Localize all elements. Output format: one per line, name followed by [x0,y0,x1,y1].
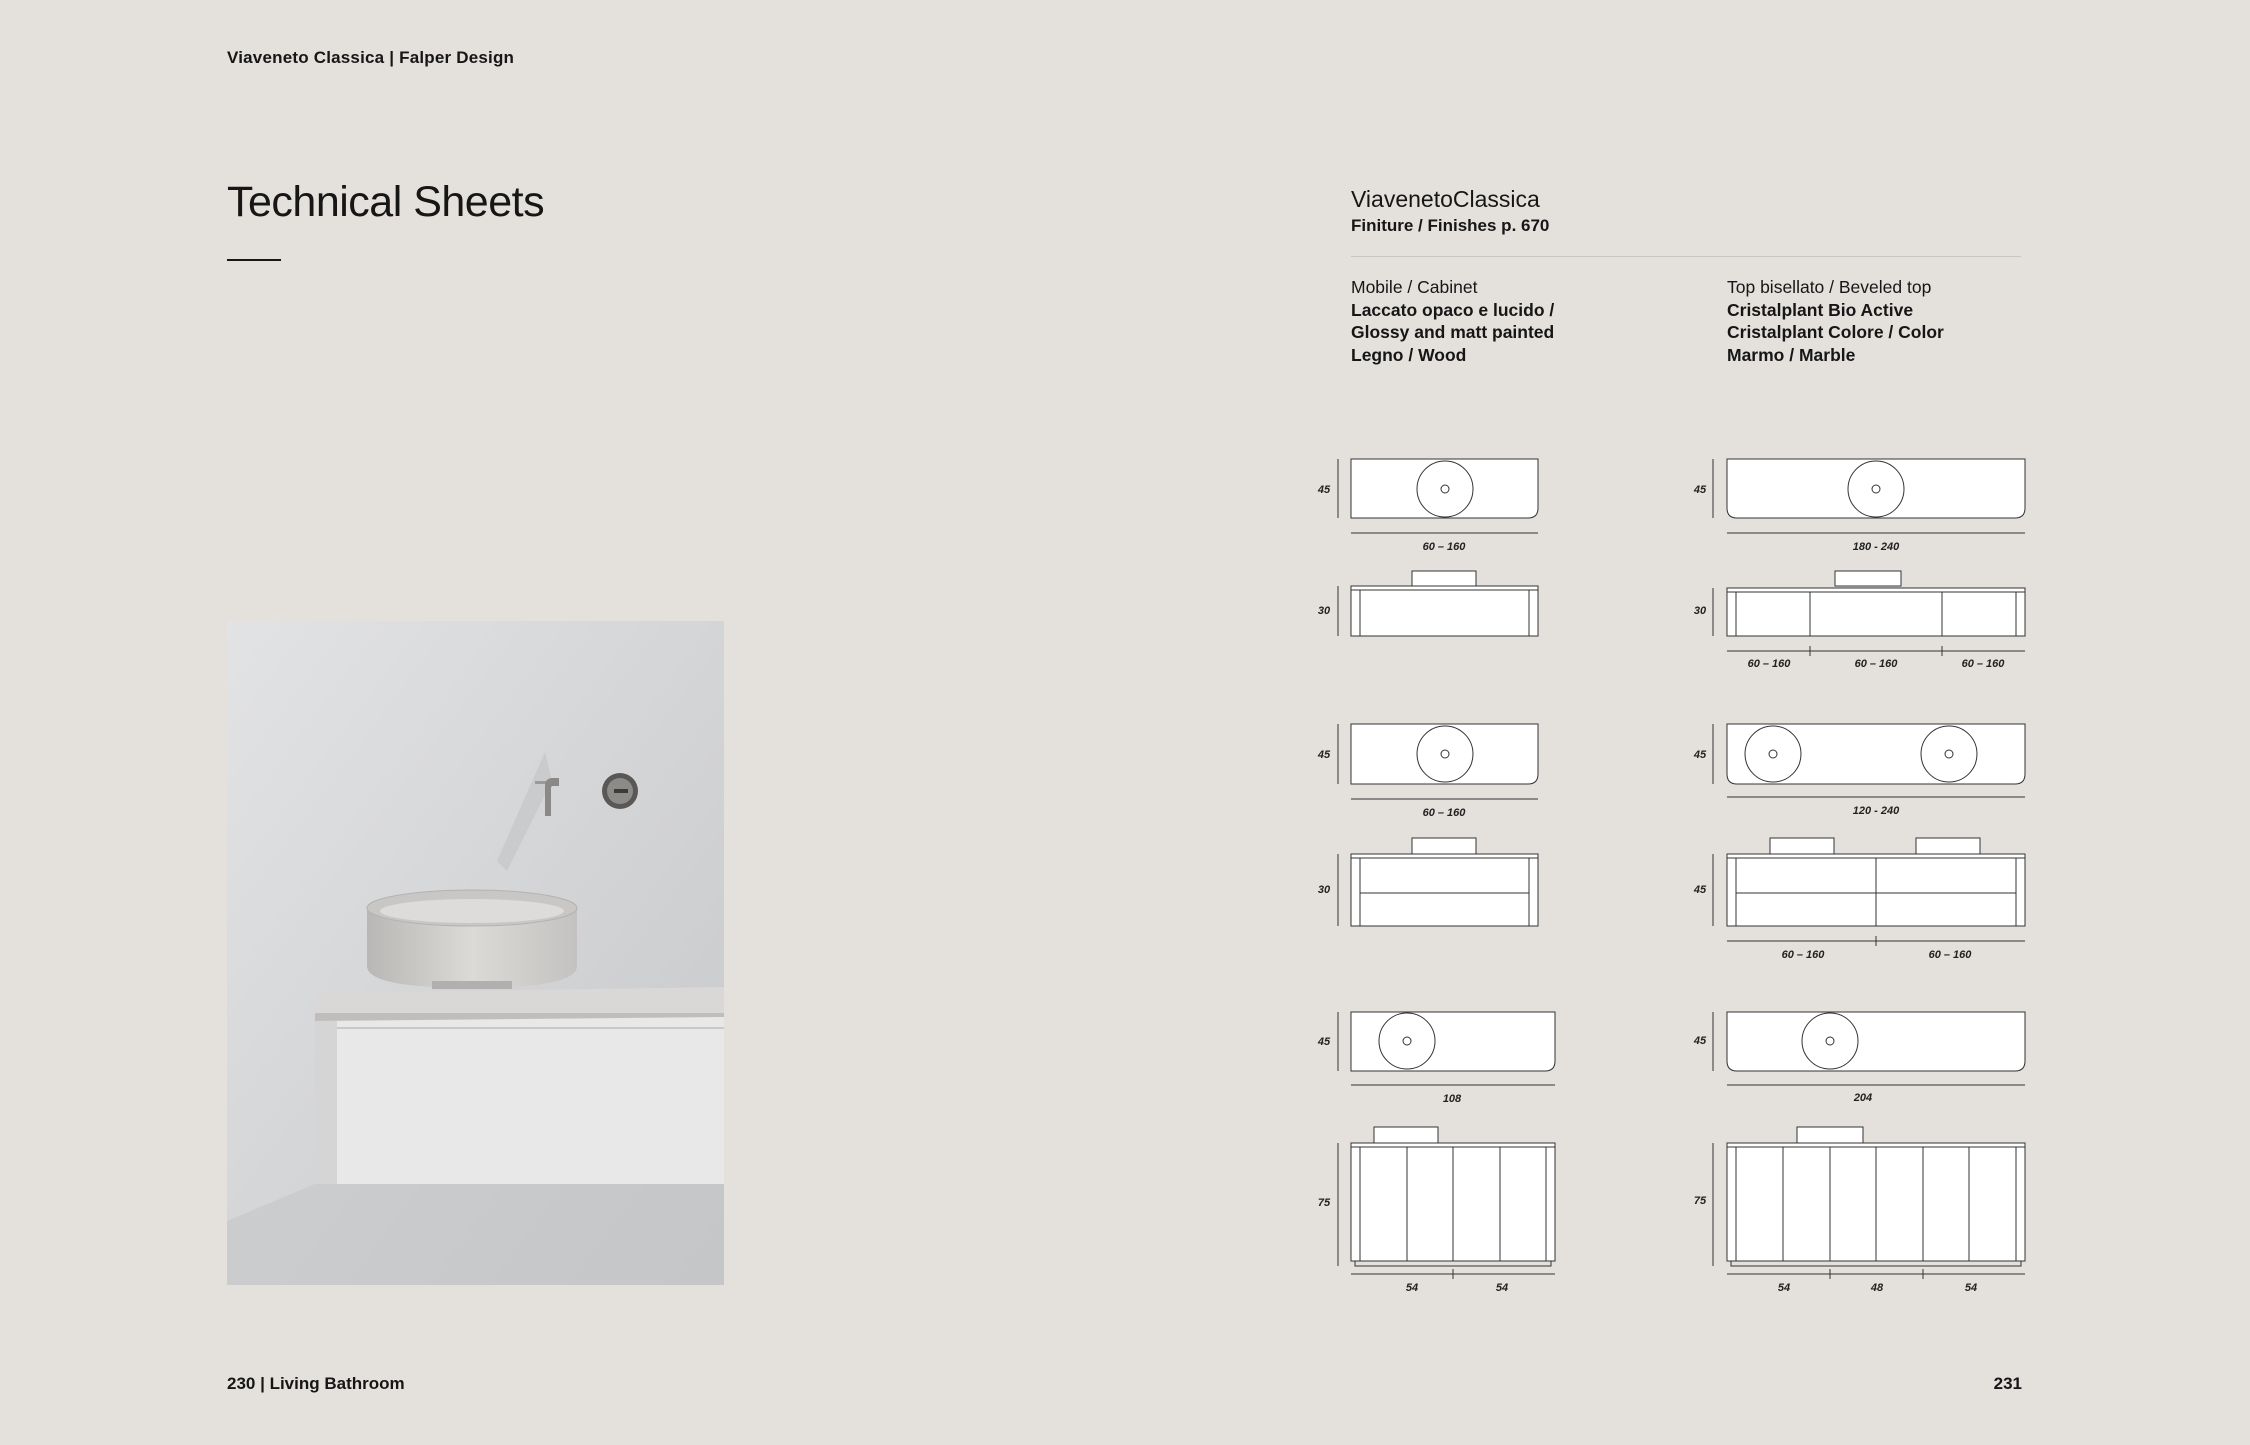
dim-label: 60 – 160 [1422,541,1466,553]
heading-divider [227,259,281,261]
finishes-reference: Finiture / Finishes p. 670 [1351,216,1550,235]
drawing-row2-right [1713,724,2025,946]
drawing-row3-right [1713,1012,2025,1279]
dim-label: 54 [1777,1282,1791,1294]
dim-label: 30 [1317,884,1331,896]
dim-label: 75 [1317,1197,1331,1209]
dim-label: 60 – 160 [1422,807,1466,819]
dim-label: 75 [1693,1195,1707,1207]
cabinet-spec-value: Glossy and matt painted [1351,322,1555,342]
top-spec-value: Cristalplant Colore / Color [1727,322,1944,342]
drawing-row1-right [1713,459,2025,656]
cabinet-spec-label: Mobile / Cabinet [1351,277,1478,297]
dim-label: 45 [1693,884,1707,896]
cabinet-spec-value: Laccato opaco e lucido / [1351,299,1555,320]
dim-label: 60 – 160 [1961,658,2005,670]
drawing-row3-left [1338,1012,1555,1279]
dim-label: 54 [1964,1282,1978,1294]
bathroom-photo-illustration [227,621,724,1285]
dim-label: 180 - 240 [1852,541,1900,553]
drawing-row2-left [1338,724,1538,926]
dim-label: 108 [1442,1093,1462,1105]
dim-label: 45 [1317,484,1331,496]
dim-label: 45 [1693,1035,1707,1047]
dim-label: 60 – 160 [1781,949,1825,961]
top-spec-value: Cristalplant Bio Active [1727,299,1914,320]
dim-label: 30 [1693,605,1707,617]
cabinet-spec [1351,276,1554,366]
spec-divider [1351,256,2021,257]
footer-page-right: 231 [1993,1374,2022,1393]
product-photo [227,621,724,1285]
dim-label: 60 – 160 [1747,658,1791,670]
technical-drawings-svg [1300,440,2060,1300]
dim-label: 45 [1693,484,1707,496]
dim-label: 54 [1405,1282,1419,1294]
header-title: Viaveneto Classica | Falper Design [227,48,515,67]
dim-label: 204 [1853,1092,1873,1104]
dim-label: 30 [1317,605,1331,617]
dim-label: 60 – 160 [1928,949,1972,961]
technical-drawings [1300,440,2060,1300]
page-heading: Technical Sheets [227,178,545,226]
top-spec [1727,276,1944,366]
dim-label: 45 [1317,749,1331,761]
dim-label: 45 [1693,749,1707,761]
dim-label: 60 – 160 [1854,658,1898,670]
dim-label: 120 - 240 [1852,805,1900,817]
dim-label: 54 [1495,1282,1509,1294]
cabinet-spec-value: Legno / Wood [1351,344,1467,365]
dim-label: 45 [1317,1036,1331,1048]
footer-page-left: 230 | Living Bathroom [227,1374,405,1393]
product-name: ViavenetoClassica [1351,186,1540,212]
dim-label: 48 [1870,1282,1884,1294]
top-spec-label: Top bisellato / Beveled top [1727,277,1932,297]
top-spec-value: Marmo / Marble [1727,344,1856,365]
